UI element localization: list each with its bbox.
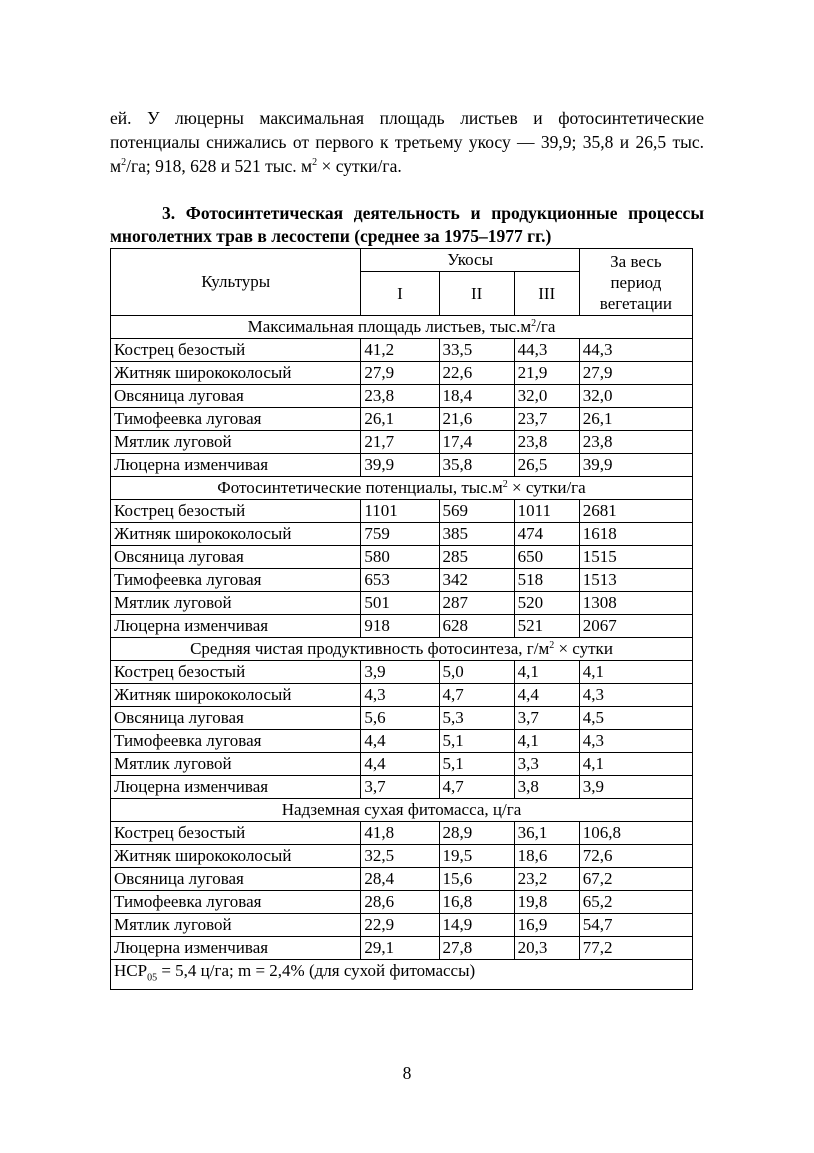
value-cell-total: 4,5 bbox=[579, 707, 692, 730]
header-cut-3: III bbox=[514, 272, 579, 316]
table-row bbox=[111, 569, 693, 592]
table-caption: 3. Фотосинтетическая деятельность и продукционные процессы многолетних трав в лесостепи (среднее за 1975–1977 гг.) bbox=[110, 203, 704, 246]
value-cell-c3: 44,3 bbox=[514, 339, 579, 362]
intro-text-1: ей. У люцерны максимальная площадь листьев и фотосинтетические потенциалы снижались от первого к третьему укосу — 39,9; 35,8 и 26,5 тыс. м bbox=[110, 108, 704, 176]
crop-name-cell: Люцерна изменчивая bbox=[111, 454, 361, 477]
value-cell-c2: 16,8 bbox=[439, 891, 514, 914]
value-cell-c2: 628 bbox=[439, 615, 514, 638]
value-cell-c2: 342 bbox=[439, 569, 514, 592]
value-cell-c1: 23,8 bbox=[361, 385, 439, 408]
value-cell-c1: 580 bbox=[361, 546, 439, 569]
value-cell-total: 72,6 bbox=[579, 845, 692, 868]
value-cell-total: 27,9 bbox=[579, 362, 692, 385]
value-cell-c1: 501 bbox=[361, 592, 439, 615]
intro-text-3: × сутки/га. bbox=[317, 156, 402, 176]
crop-name-cell: Тимофеевка луговая bbox=[111, 891, 361, 914]
table-row bbox=[111, 615, 693, 638]
value-cell-c1: 4,4 bbox=[361, 730, 439, 753]
crop-name-cell: Мятлик луговой bbox=[111, 753, 361, 776]
table-row bbox=[111, 891, 693, 914]
value-cell-c3: 4,4 bbox=[514, 684, 579, 707]
value-cell-c2: 5,0 bbox=[439, 661, 514, 684]
value-cell-c2: 5,1 bbox=[439, 753, 514, 776]
value-cell-c1: 1101 bbox=[361, 500, 439, 523]
value-cell-c1: 3,9 bbox=[361, 661, 439, 684]
value-cell-c2: 28,9 bbox=[439, 822, 514, 845]
value-cell-c3: 19,8 bbox=[514, 891, 579, 914]
section-header-row bbox=[111, 316, 693, 339]
section-header-row bbox=[111, 638, 693, 661]
crop-name-cell: Овсяница луговая bbox=[111, 707, 361, 730]
table-row bbox=[111, 546, 693, 569]
section-title-tail: /га bbox=[536, 317, 556, 336]
value-cell-total: 65,2 bbox=[579, 891, 692, 914]
value-cell-c3: 3,3 bbox=[514, 753, 579, 776]
section-title-text: Максимальная площадь листьев, тыс.м bbox=[247, 317, 532, 336]
value-cell-total: 1515 bbox=[579, 546, 692, 569]
value-cell-c3: 32,0 bbox=[514, 385, 579, 408]
value-cell-c2: 4,7 bbox=[439, 684, 514, 707]
crop-name-cell: Овсяница луговая bbox=[111, 868, 361, 891]
value-cell-c1: 26,1 bbox=[361, 408, 439, 431]
value-cell-c3: 520 bbox=[514, 592, 579, 615]
value-cell-c1: 27,9 bbox=[361, 362, 439, 385]
footnote-sub: 05 bbox=[147, 972, 158, 984]
value-cell-c3: 23,2 bbox=[514, 868, 579, 891]
value-cell-c1: 22,9 bbox=[361, 914, 439, 937]
table-row bbox=[111, 822, 693, 845]
crop-name-cell: Житняк ширококолосый bbox=[111, 362, 361, 385]
value-cell-c2: 22,6 bbox=[439, 362, 514, 385]
value-cell-c2: 21,6 bbox=[439, 408, 514, 431]
table-body bbox=[111, 316, 693, 960]
value-cell-total: 77,2 bbox=[579, 937, 692, 960]
value-cell-total: 23,8 bbox=[579, 431, 692, 454]
value-cell-total: 4,1 bbox=[579, 753, 692, 776]
section-title-sup: 2 bbox=[502, 479, 508, 490]
value-cell-total: 4,3 bbox=[579, 730, 692, 753]
value-cell-c3: 518 bbox=[514, 569, 579, 592]
value-cell-c1: 28,6 bbox=[361, 891, 439, 914]
value-cell-total: 4,3 bbox=[579, 684, 692, 707]
value-cell-c3: 20,3 bbox=[514, 937, 579, 960]
value-cell-c1: 28,4 bbox=[361, 868, 439, 891]
value-cell-c1: 32,5 bbox=[361, 845, 439, 868]
value-cell-c3: 3,7 bbox=[514, 707, 579, 730]
intro-text-2: /га; 918, 628 и 521 тыс. м bbox=[126, 156, 313, 176]
section-title-text: Фотосинтетические потенциалы, тыс.м bbox=[217, 478, 503, 497]
value-cell-total: 1513 bbox=[579, 569, 692, 592]
value-cell-c1: 3,7 bbox=[361, 776, 439, 799]
crop-name-cell: Житняк ширококолосый bbox=[111, 845, 361, 868]
header-cut-1: I bbox=[361, 272, 439, 316]
value-cell-c1: 4,4 bbox=[361, 753, 439, 776]
table-row bbox=[111, 592, 693, 615]
value-cell-c3: 650 bbox=[514, 546, 579, 569]
value-cell-c3: 4,1 bbox=[514, 730, 579, 753]
table-row bbox=[111, 431, 693, 454]
value-cell-total: 2067 bbox=[579, 615, 692, 638]
value-cell-c1: 41,2 bbox=[361, 339, 439, 362]
section-header-row bbox=[111, 477, 693, 500]
value-cell-c1: 21,7 bbox=[361, 431, 439, 454]
value-cell-c2: 15,6 bbox=[439, 868, 514, 891]
section-title bbox=[111, 477, 693, 500]
table-row bbox=[111, 776, 693, 799]
data-table bbox=[110, 248, 693, 990]
crop-name-cell: Мятлик луговой bbox=[111, 592, 361, 615]
header-cut-2: II bbox=[439, 272, 514, 316]
table-row bbox=[111, 500, 693, 523]
page-content bbox=[110, 106, 704, 990]
value-cell-c3: 474 bbox=[514, 523, 579, 546]
table-row bbox=[111, 408, 693, 431]
value-cell-total: 4,1 bbox=[579, 661, 692, 684]
table-row bbox=[111, 362, 693, 385]
section-title bbox=[111, 638, 693, 661]
crop-name-cell: Тимофеевка луговая bbox=[111, 408, 361, 431]
crop-name-cell: Мятлик луговой bbox=[111, 431, 361, 454]
table-row bbox=[111, 523, 693, 546]
crop-name-cell: Овсяница луговая bbox=[111, 546, 361, 569]
table-row bbox=[111, 730, 693, 753]
value-cell-c2: 19,5 bbox=[439, 845, 514, 868]
table-row bbox=[111, 845, 693, 868]
value-cell-c1: 29,1 bbox=[361, 937, 439, 960]
value-cell-c3: 521 bbox=[514, 615, 579, 638]
value-cell-c2: 4,7 bbox=[439, 776, 514, 799]
header-cuts: Укосы bbox=[361, 249, 579, 272]
value-cell-c1: 41,8 bbox=[361, 822, 439, 845]
value-cell-c2: 569 bbox=[439, 500, 514, 523]
value-cell-c3: 36,1 bbox=[514, 822, 579, 845]
intro-sup-2: 2 bbox=[312, 157, 318, 168]
crop-name-cell: Люцерна изменчивая bbox=[111, 776, 361, 799]
value-cell-c1: 918 bbox=[361, 615, 439, 638]
value-cell-c1: 4,3 bbox=[361, 684, 439, 707]
value-cell-c3: 23,8 bbox=[514, 431, 579, 454]
value-cell-c3: 4,1 bbox=[514, 661, 579, 684]
table-row bbox=[111, 868, 693, 891]
value-cell-c1: 39,9 bbox=[361, 454, 439, 477]
value-cell-total: 1308 bbox=[579, 592, 692, 615]
value-cell-c3: 1011 bbox=[514, 500, 579, 523]
value-cell-c3: 26,5 bbox=[514, 454, 579, 477]
value-cell-total: 3,9 bbox=[579, 776, 692, 799]
value-cell-c2: 27,8 bbox=[439, 937, 514, 960]
intro-sup-1: 2 bbox=[121, 157, 127, 168]
footnote-text: = 5,4 ц/га; m = 2,4% (для сухой фитомассы) bbox=[157, 961, 476, 980]
crop-name-cell: Люцерна изменчивая bbox=[111, 615, 361, 638]
crop-name-cell: Кострец безостый bbox=[111, 500, 361, 523]
crop-name-cell: Житняк ширококолосый bbox=[111, 684, 361, 707]
value-cell-c3: 21,9 bbox=[514, 362, 579, 385]
value-cell-c2: 18,4 bbox=[439, 385, 514, 408]
value-cell-c2: 285 bbox=[439, 546, 514, 569]
table-row bbox=[111, 684, 693, 707]
value-cell-total: 44,3 bbox=[579, 339, 692, 362]
value-cell-total: 39,9 bbox=[579, 454, 692, 477]
table-footnote bbox=[111, 960, 693, 990]
value-cell-total: 54,7 bbox=[579, 914, 692, 937]
table-row bbox=[111, 937, 693, 960]
value-cell-total: 2681 bbox=[579, 500, 692, 523]
value-cell-c2: 35,8 bbox=[439, 454, 514, 477]
value-cell-c3: 18,6 bbox=[514, 845, 579, 868]
header-crop: Культуры bbox=[111, 249, 361, 316]
section-title-text: Надземная сухая фитомасса, ц/га bbox=[281, 800, 522, 819]
section-header-row bbox=[111, 799, 693, 822]
table-row bbox=[111, 753, 693, 776]
value-cell-c1: 653 bbox=[361, 569, 439, 592]
table-row bbox=[111, 454, 693, 477]
header-total: За весь период вегетации bbox=[579, 249, 692, 316]
footnote-prefix: НСР bbox=[114, 961, 148, 980]
section-title bbox=[111, 316, 693, 339]
intro-paragraph bbox=[110, 106, 704, 178]
crop-name-cell: Овсяница луговая bbox=[111, 385, 361, 408]
crop-name-cell: Тимофеевка луговая bbox=[111, 730, 361, 753]
value-cell-c2: 385 bbox=[439, 523, 514, 546]
value-cell-c3: 3,8 bbox=[514, 776, 579, 799]
table-row bbox=[111, 661, 693, 684]
value-cell-c1: 759 bbox=[361, 523, 439, 546]
value-cell-c2: 17,4 bbox=[439, 431, 514, 454]
section-title-tail: × сутки bbox=[554, 639, 613, 658]
value-cell-c3: 16,9 bbox=[514, 914, 579, 937]
value-cell-total: 67,2 bbox=[579, 868, 692, 891]
value-cell-c2: 5,3 bbox=[439, 707, 514, 730]
value-cell-c2: 33,5 bbox=[439, 339, 514, 362]
section-title-sup: 2 bbox=[549, 640, 555, 651]
crop-name-cell: Кострец безостый bbox=[111, 822, 361, 845]
table-row bbox=[111, 914, 693, 937]
value-cell-total: 26,1 bbox=[579, 408, 692, 431]
table-row bbox=[111, 339, 693, 362]
value-cell-c1: 5,6 bbox=[361, 707, 439, 730]
section-title bbox=[111, 799, 693, 822]
crop-name-cell: Кострец безостый bbox=[111, 339, 361, 362]
table-row bbox=[111, 385, 693, 408]
value-cell-total: 32,0 bbox=[579, 385, 692, 408]
value-cell-c2: 5,1 bbox=[439, 730, 514, 753]
value-cell-c3: 23,7 bbox=[514, 408, 579, 431]
section-title-sup: 2 bbox=[531, 318, 537, 329]
page-number: 8 bbox=[402, 1063, 412, 1083]
crop-name-cell: Житняк ширококолосый bbox=[111, 523, 361, 546]
crop-name-cell: Люцерна изменчивая bbox=[111, 937, 361, 960]
crop-name-cell: Тимофеевка луговая bbox=[111, 569, 361, 592]
table-row bbox=[111, 707, 693, 730]
value-cell-c2: 14,9 bbox=[439, 914, 514, 937]
crop-name-cell: Мятлик луговой bbox=[111, 914, 361, 937]
crop-name-cell: Кострец безостый bbox=[111, 661, 361, 684]
value-cell-c2: 287 bbox=[439, 592, 514, 615]
section-title-tail: × сутки/га bbox=[507, 478, 586, 497]
value-cell-total: 106,8 bbox=[579, 822, 692, 845]
section-title-text: Средняя чистая продуктивность фотосинтеза, г/м bbox=[190, 639, 550, 658]
value-cell-total: 1618 bbox=[579, 523, 692, 546]
